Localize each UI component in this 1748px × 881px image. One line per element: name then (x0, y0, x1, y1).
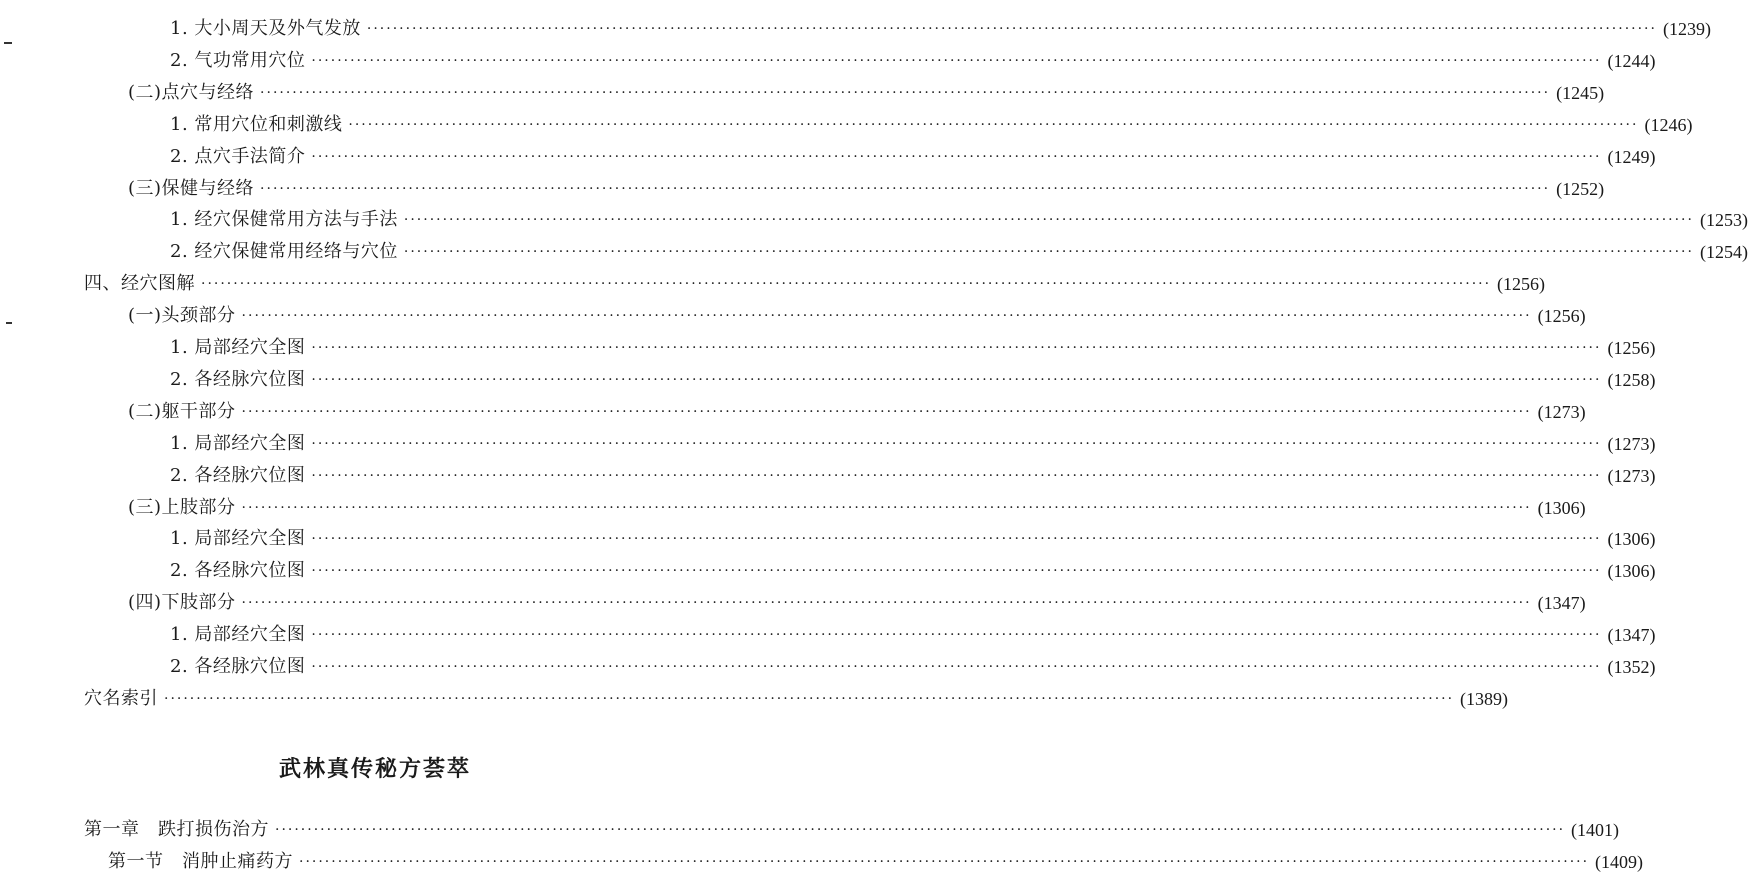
toc-entry (128, 301, 1586, 331)
toc-leader-dots: ········································································································································································································ (260, 180, 1551, 197)
toc-entry-title: 1. 大小周天及外气发放 (170, 18, 361, 39)
toc-leader-dots: ········································································································································································································ (403, 244, 1694, 261)
toc-entry (108, 847, 1644, 877)
toc-entry-title: (二)躯干部分 (128, 400, 236, 422)
toc-entry-title: 2. 各经脉穴位图 (170, 368, 306, 390)
toc-entry-page: (1239) (1662, 19, 1711, 39)
toc-entry (170, 205, 1748, 235)
toc-entry (170, 237, 1748, 267)
toc-leader-dots: ········································································································································································································ (311, 467, 1602, 484)
toc-leader-dots: ········································································································································································································ (164, 690, 1455, 707)
toc-entry (84, 684, 1509, 714)
toc-leader-dots: ········································································································································································································ (201, 276, 1492, 293)
toc-entry-page: (1254) (1699, 242, 1748, 263)
toc-entry (170, 333, 1656, 363)
toc-entry-title: 2. 气功常用穴位 (170, 49, 306, 71)
toc-entry-page: (1273) (1607, 433, 1656, 454)
toc-entry-title: 穴名索引 (84, 687, 158, 709)
toc-entry-title: (二)点穴与经络 (128, 81, 255, 103)
toc-leader-dots: ········································································································································································································ (311, 148, 1602, 165)
toc-entry (84, 815, 1620, 845)
toc-entry-page: (1253) (1699, 210, 1748, 231)
toc-entry-page: (1347) (1607, 625, 1656, 646)
toc-leader-dots: ········································································································································································································ (311, 435, 1602, 452)
toc-leader-dots: ········································································································································································································ (311, 659, 1602, 675)
toc-entry (170, 524, 1656, 554)
toc-entry-page: (1273) (1607, 465, 1656, 486)
toc-entry-page: (1352) (1607, 657, 1656, 677)
toc-entry-page: (1401) (1571, 820, 1620, 840)
toc-entry (84, 269, 1546, 299)
toc-entry-page: (1245) (1556, 82, 1605, 103)
toc-entry-title: 2. 各经脉穴位图 (170, 464, 306, 486)
toc-entry-page: (1249) (1607, 146, 1656, 167)
scan-mark (6, 322, 12, 324)
toc-entry (170, 620, 1656, 650)
toc-leader-dots: ········································································································································································································ (241, 403, 1532, 420)
toc-entry-page: (1258) (1607, 369, 1656, 390)
toc-entry (128, 174, 1605, 204)
toc-entry-title: 2. 各经脉穴位图 (170, 656, 306, 677)
toc-entry-title: 2. 点穴手法简介 (170, 145, 306, 167)
toc-entry-title: (三)保健与经络 (128, 177, 255, 199)
toc-entry-page: (1256) (1497, 274, 1546, 295)
toc-entry-title: 1. 常用穴位和刺激线 (170, 113, 343, 135)
toc-entry-page: (1389) (1460, 688, 1509, 709)
section-heading: 武林真传秘方荟萃 (278, 757, 471, 782)
toc-entry-page: (1306) (1537, 497, 1586, 518)
toc-entry (128, 588, 1586, 618)
toc-entry-page: (1306) (1607, 561, 1656, 582)
toc-entry-title: (一)头颈部分 (128, 305, 236, 327)
toc-leader-dots: ········································································································································································································ (348, 116, 1639, 133)
toc-entry (170, 652, 1656, 682)
toc-entry-page: (1347) (1537, 593, 1586, 614)
toc-entry-page: (1252) (1556, 178, 1605, 199)
toc-leader-dots: ········································································································································································································ (299, 854, 1590, 870)
toc-entry-title: 1. 局部经穴全图 (170, 337, 306, 358)
toc-leader-dots: ········································································································································································································ (311, 627, 1602, 644)
toc-entry-title: 1. 局部经穴全图 (170, 624, 306, 646)
toc-leader-dots: ········································································································································································································ (366, 21, 1657, 37)
toc-entry-page: (1256) (1607, 338, 1656, 358)
toc-entry-title: 1. 局部经穴全图 (170, 528, 306, 550)
toc-entry (170, 365, 1656, 395)
toc-leader-dots: ········································································································································································································ (311, 371, 1602, 388)
toc-entry-title: 1. 局部经穴全图 (170, 432, 306, 454)
toc-entry (170, 461, 1656, 491)
toc-entry-page: (1256) (1537, 306, 1586, 327)
toc-entry (170, 14, 1711, 44)
toc-leader-dots: ········································································································································································································ (241, 499, 1532, 516)
toc-leader-dots: ········································································································································································································ (241, 595, 1532, 612)
toc-leader-dots: ········································································································································································································ (260, 84, 1551, 101)
toc-entry-title: 第一节 消肿止痛药方 (108, 851, 293, 872)
toc-entry-page: (1409) (1595, 852, 1644, 872)
toc-entry (170, 429, 1656, 459)
toc-entry (170, 46, 1656, 76)
scan-mark (4, 42, 12, 44)
toc-entry-title: 第一章 跌打损伤治方 (84, 819, 269, 840)
toc-entry (170, 142, 1656, 172)
toc-entry-page: (1273) (1537, 401, 1586, 422)
toc-entry-title: 1. 经穴保健常用方法与手法 (170, 209, 398, 231)
toc-entry-title: (四)下肢部分 (128, 592, 236, 614)
toc-leader-dots: ········································································································································································································ (241, 308, 1532, 325)
toc-entry (170, 556, 1656, 586)
toc-entry-title: 2. 经穴保健常用经络与穴位 (170, 241, 398, 263)
toc-leader-dots: ········································································································································································································ (311, 52, 1602, 69)
toc-entry-title: (三)上肢部分 (128, 496, 236, 518)
toc-leader-dots: ········································································································································································································ (311, 531, 1602, 548)
toc-entry-page: (1246) (1644, 114, 1693, 135)
toc-entry (170, 110, 1693, 140)
toc-entry (128, 397, 1586, 427)
toc-leader-dots: ········································································································································································································ (311, 340, 1602, 356)
toc-entry-page: (1306) (1607, 529, 1656, 550)
toc-leader-dots: ········································································································································································································ (275, 822, 1566, 838)
toc-entry-page: (1244) (1607, 50, 1656, 71)
toc-leader-dots: ········································································································································································································ (311, 563, 1602, 580)
toc-entry-title: 2. 各经脉穴位图 (170, 560, 306, 582)
toc-entry (128, 493, 1586, 523)
toc-entry-title: 四、经穴图解 (84, 273, 195, 295)
toc-entry (128, 78, 1605, 108)
toc-leader-dots: ········································································································································································································ (403, 212, 1694, 229)
